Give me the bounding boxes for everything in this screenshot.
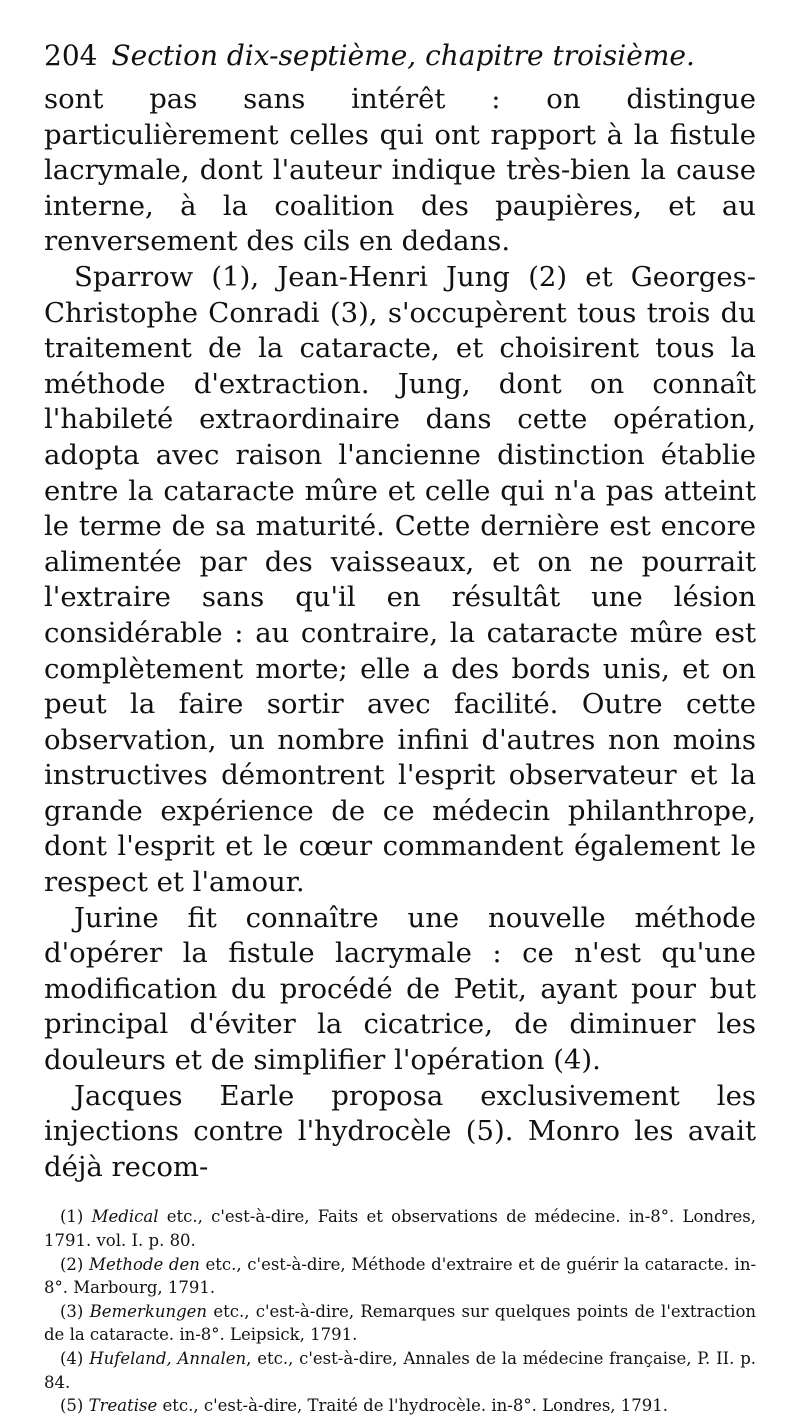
paragraph: sont pas sans intérêt : on distingue particulièrement celles qui ont rapport à la fistule lacrymale, dont l'auteur indique très-bien la cause interne, à la coalition des paupières, et au renversement des cils en dedans. [44,83,756,258]
footnote-mark: (2) [60,1254,84,1274]
footnote-title: Hufeland, Annalen [89,1348,247,1368]
footnote-mark: (5) [60,1396,84,1416]
footnote-mark: (3) [60,1301,84,1321]
footnote-text: , etc., c'est-à-dire, Annales de la médecine française, P. II. p. 84. [44,1348,757,1392]
footnote [44,1205,756,1252]
footnote-mark: (1) [60,1207,84,1227]
footnote-title: Bemerkungen [89,1301,208,1321]
body-text [44,82,756,1185]
paragraph: Jurine fit connaître une nouvelle méthode d'opérer la fistule lacrymale : ce n'est qu'une modification du procédé de Petit, ayant pour but principal d'éviter la cicatrice, de diminuer les douleurs et de simplifier l'opération (4). [44,901,756,1077]
footnote-text: etc., c'est-à-dire, Remarques sur quelques points de l'extraction de la cataracte. in-8°. Leipsick, 1791. [44,1301,756,1345]
footnote-text: etc., c'est-à-dire, Méthode d'extraire et de guérir la cataracte. in-8°. Marbourg, 1791. [44,1254,757,1298]
footnote [44,1347,756,1394]
footnote [44,1300,756,1347]
footnote-text: etc., c'est-à-dire, Traité de l'hydrocèle. in-8°. Londres, 1791. [162,1396,669,1416]
running-head [44,36,756,76]
page-number: 204 [44,39,98,72]
footnotes [44,1205,756,1417]
footnote-mark: (4) [60,1348,84,1368]
footnote-title: Methode den [89,1254,200,1274]
paragraph: Sparrow (1), Jean-Henri Jung (2) et Georges-Christophe Conradi (3), s'occupèrent tous trois du traitement de la cataracte, et choisirent tous la méthode d'extraction. Jung, dont on connaît l'habileté extraordinaire dans cette opération, adopta avec raison l'ancienne distinction établie entre la cataracte mûre et celle qui n'a pas atteint le terme de sa maturité. Cette dernière est encore alimentée par des vaisseaux, et on ne pourrait l'extraire sans qu'il en résultât une lésion considérable : au contraire, la cataracte mûre est complètement morte; elle a des bords unis, et on peut la faire sortir avec facilité. Outre cette observation, un nombre infini d'autres non moins instructives démontrent l'esprit observateur et la grande expérience de ce médecin philanthrope, dont l'esprit et le cœur commandent également le respect et l'amour. [44,260,756,899]
footnote [44,1394,756,1418]
footnote-title: Medical [91,1207,159,1227]
footnote-text: etc., c'est-à-dire, Faits et observations de médecine. in-8°. Londres, 1791. vol. I. p. 80. [44,1207,756,1250]
paragraph: Jacques Earle proposa exclusivement les injections contre l'hydrocèle (5). Monro les avait déjà recom- [44,1079,756,1183]
running-title: Section dix-septième, chapitre troisième. [111,39,695,72]
footnote [44,1253,756,1300]
footnote-title: Treatise [88,1396,158,1416]
